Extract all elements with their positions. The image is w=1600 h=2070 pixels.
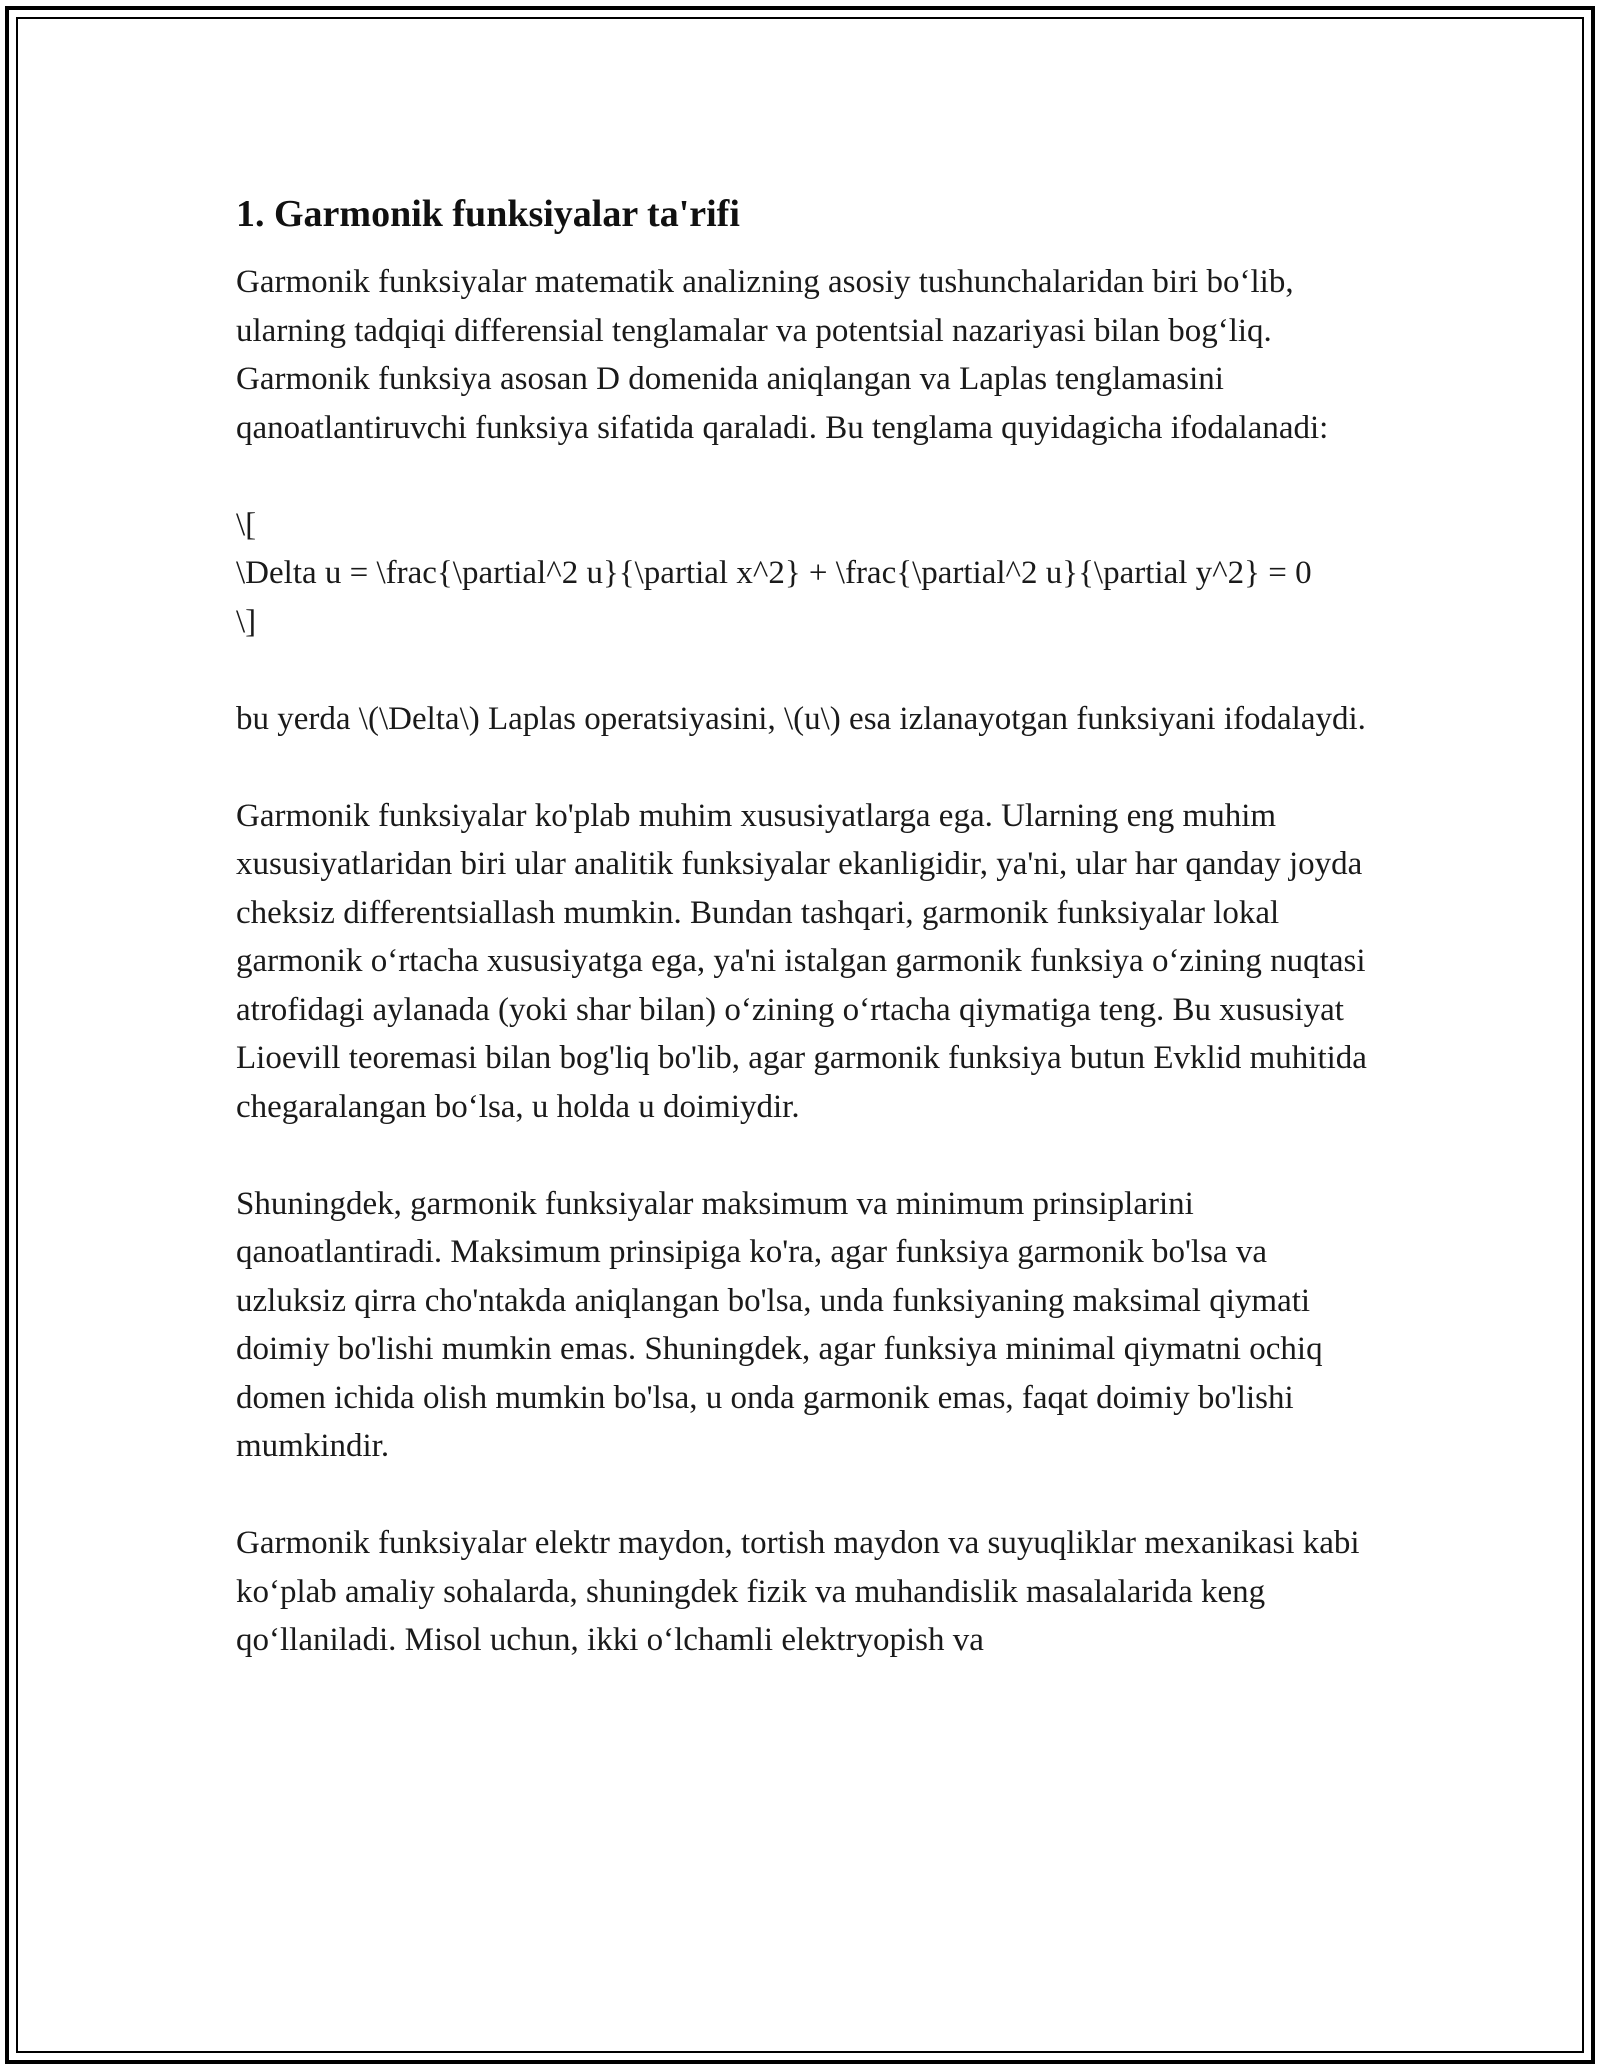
equation-open-delimiter: \[ xyxy=(236,506,257,543)
equation-body: \Delta u = \frac{\partial^2 u}{\partial x^2} + \frac{\partial^2 u}{\partial y^2} = 0 xyxy=(236,555,1312,591)
equation-close-delimiter: \] xyxy=(236,603,257,640)
principles-paragraph: Shuningdek, garmonik funksiyalar maksimum va minimum prinsiplarini qanoatlantiradi. Maksimum prinsipiga ko'ra, agar funksiya garmonik bo'lsa va uzluksiz qirra cho'ntakda aniqlangan bo'lsa, unda funksiyaning maksimal qiymati doimiy bo'lishi mumkin emas. Shuningdek, agar funksiya minimal qiymatni ochiq domen ichida olish mumkin bo'lsa, u onda garmonik emas, faqat doimiy bo'lishi mumkindir. xyxy=(236,1185,1323,1464)
applications-paragraph: Garmonik funksiyalar elektr maydon, tortish maydon va suyuqliklar mexanikasi kabi ko‘plab amaliy sohalarda, shuningdek fizik va muhandislik masalalarida keng qo‘llaniladi. Misol uchun, ikki o‘lchamli elektryopish va xyxy=(236,1525,1360,1658)
document-body xyxy=(236,188,1376,1713)
properties-paragraph: Garmonik funksiyalar ko'plab muhim xususiyatlarga ega. Ularning eng muhim xususiyatlaridan biri ular analitik funksiyalar ekanligidir, ya'ni, ular har qanday joyda cheksiz differentsiallash mumkin. Bundan tashqari, garmonik funksiyalar lokal garmonik o‘rtacha xususiyatga ega, ya'ni istalgan garmonik funksiya o‘zining nuqtasi atrofidagi aylanada (yoki shar bilan) o‘zining o‘rtacha qiymatiga teng. Bu xususiyat Lioevill teoremasi bilan bog'liq bo'lib, agar garmonik funksiya butun Evklid muhitida chegaralangan bo‘lsa, u holda u doimiydir. xyxy=(236,797,1367,1125)
section-heading: 1. Garmonik funksiyalar ta'rifi xyxy=(236,193,740,235)
intro-paragraph: Garmonik funksiyalar matematik analizning asosiy tushunchalaridan biri bo‘lib, ularning tadqiqi differensial tenglamalar va potentsial nazariyasi bilan bog‘liq. Garmonik funksiya asosan D domenida aniqlangan va Laplas tenglamasini qanoatlantiruvchi funksiya sifatida qaraladi. Bu tenglama quyidagicha ifodalanadi: xyxy=(236,264,1329,446)
laplace-equation xyxy=(236,501,1376,647)
explanation-paragraph: bu yerda \(\Delta\) Laplas operatsiyasini, \(u\) esa izlanayotgan funksiyani ifodalaydi. xyxy=(236,700,1366,737)
